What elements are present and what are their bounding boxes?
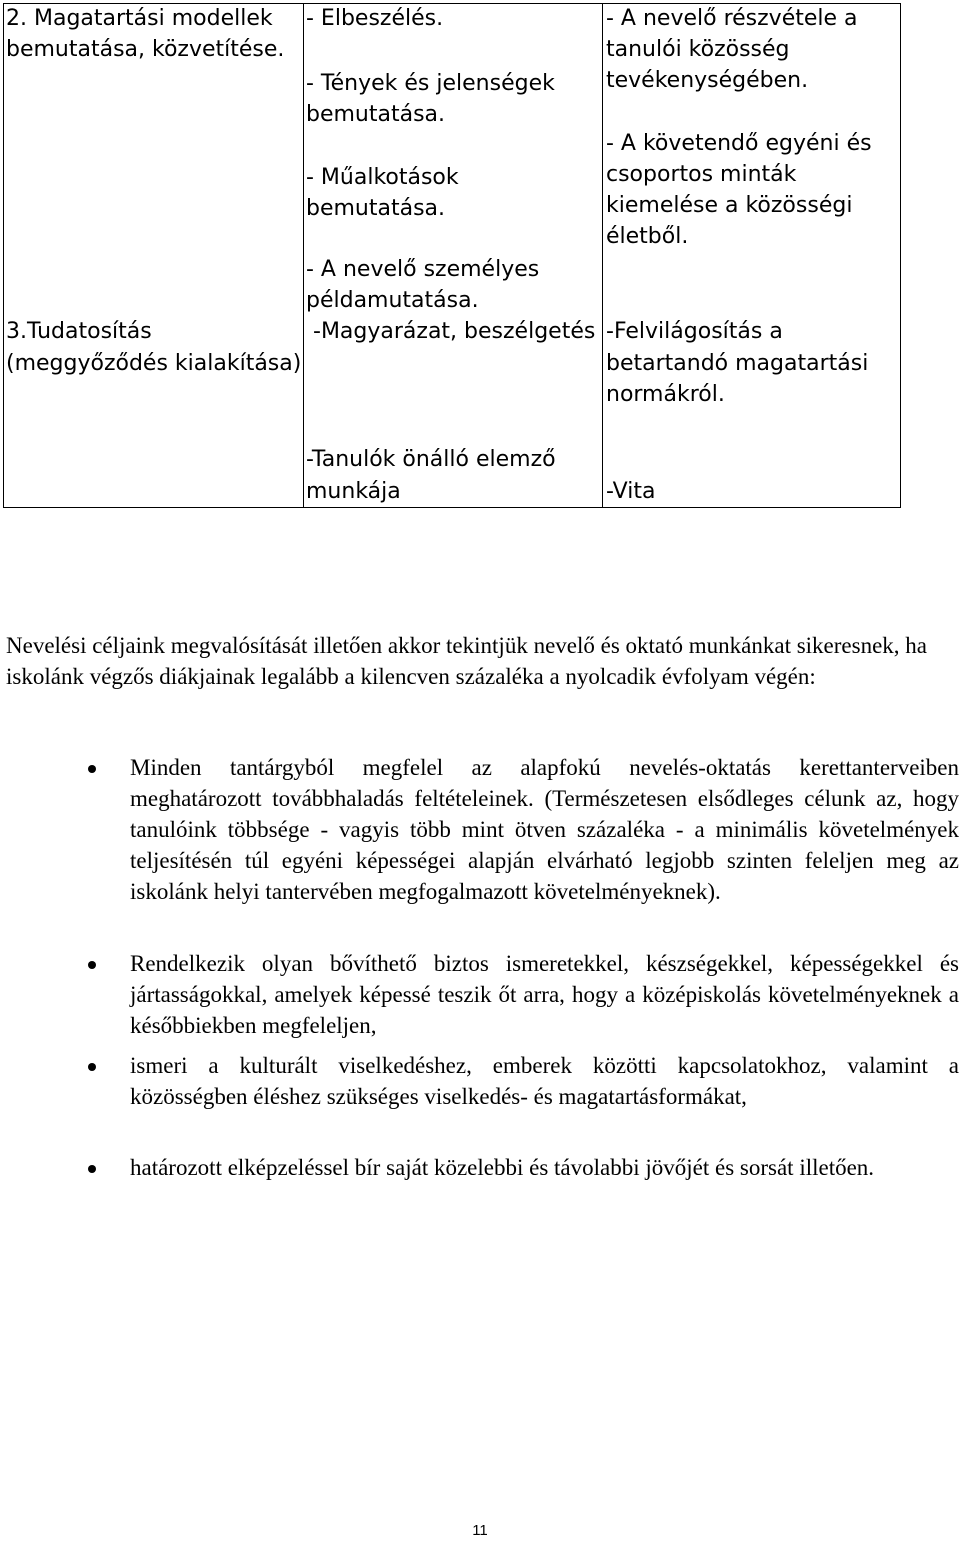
table-cell-text: tevékenységében. xyxy=(606,68,809,93)
table-cell-text: betartandó magatartási xyxy=(606,351,869,376)
bullet-icon xyxy=(88,1063,96,1071)
table-cell-text: normákról. xyxy=(606,382,725,407)
table-cell-text: -Tanulók önálló elemző xyxy=(306,447,556,472)
table-cell-text: - Tények és jelenségek xyxy=(306,71,555,96)
table-cell-text: bemutatása, közvetítése. xyxy=(6,37,285,62)
bullet-icon xyxy=(88,961,96,969)
page-number: 11 xyxy=(472,1522,488,1539)
list-item-text: ismeri a kulturált viselkedéshez, emberek közötti kapcsolatokhoz, valamint a közösségben éléshez szükséges viselkedés- és magatartásformákat, xyxy=(130,1053,959,1109)
bullet-icon xyxy=(88,1165,96,1173)
table-cell-text: tanulói közösség xyxy=(606,37,790,62)
table-divider xyxy=(602,4,603,507)
table-cell-text: kiemelése a közösségi xyxy=(606,193,853,218)
list-item-text: Minden tantárgyból megfelel az alapfokú nevelés-oktatás kerettanterveiben meghatározott továbbhaladás feltételeinek. (Természetesen elsődleges célunk az, hogy tanulóink többsége - vagyis több mint ötven százaléka - a minimális követelmények teljesítésén túl egyéni képességei alapján elvárható legjobb szinten feleljen meg az iskolánk helyi tantervében megfogalmazott követelményeknek). xyxy=(130,755,959,904)
body-paragraph: Nevelési céljaink megvalósítását illetően akkor tekintjük nevelő és oktató munkánkat sikeresnek, ha iskolánk végzős diákjainak legalább a kilencven százaléka a nyolcadik évfolyam végén: xyxy=(6,633,927,689)
table-cell-text: példamutatása. xyxy=(306,288,479,313)
table-divider xyxy=(303,4,304,507)
table-cell-text: 2. Magatartási modellek xyxy=(6,6,273,31)
table-cell-text: -Magyarázat, beszélgetés xyxy=(313,319,596,344)
table-cell-text: 3.Tudatosítás xyxy=(6,319,152,344)
list-item-text: határozott elképzeléssel bír saját közelebbi és távolabbi jövőjét és sorsát illetően. xyxy=(130,1155,875,1180)
table-cell-text: bemutatása. xyxy=(306,196,446,221)
table-cell-text: - Műalkotások xyxy=(306,165,459,190)
table-cell-text: - Elbeszélés. xyxy=(306,6,444,31)
table-cell-text: bemutatása. xyxy=(306,102,446,127)
table-cell-text: csoportos minták xyxy=(606,162,797,187)
bullet-icon xyxy=(88,765,96,773)
table-cell-text: - A nevelő személyes xyxy=(306,257,540,282)
table-cell-text: munkája xyxy=(306,479,401,504)
table-cell-text: -Felvilágosítás a xyxy=(606,319,783,344)
list-item-text: Rendelkezik olyan bővíthető biztos ismeretekkel, készségekkel, képességekkel és jártasságokkal, amelyek képessé teszik őt arra, hogy a középiskolás követelményeknek a későbbiekben megfeleljen, xyxy=(130,951,959,1038)
table-cell-text: -Vita xyxy=(606,479,656,504)
table-cell-text: - A nevelő részvétele a xyxy=(606,6,858,31)
table-cell-text: - A követendő egyéni és xyxy=(606,131,872,156)
table-cell-text: életből. xyxy=(606,224,689,249)
table-cell-text: (meggyőződés kialakítása) xyxy=(6,351,302,376)
